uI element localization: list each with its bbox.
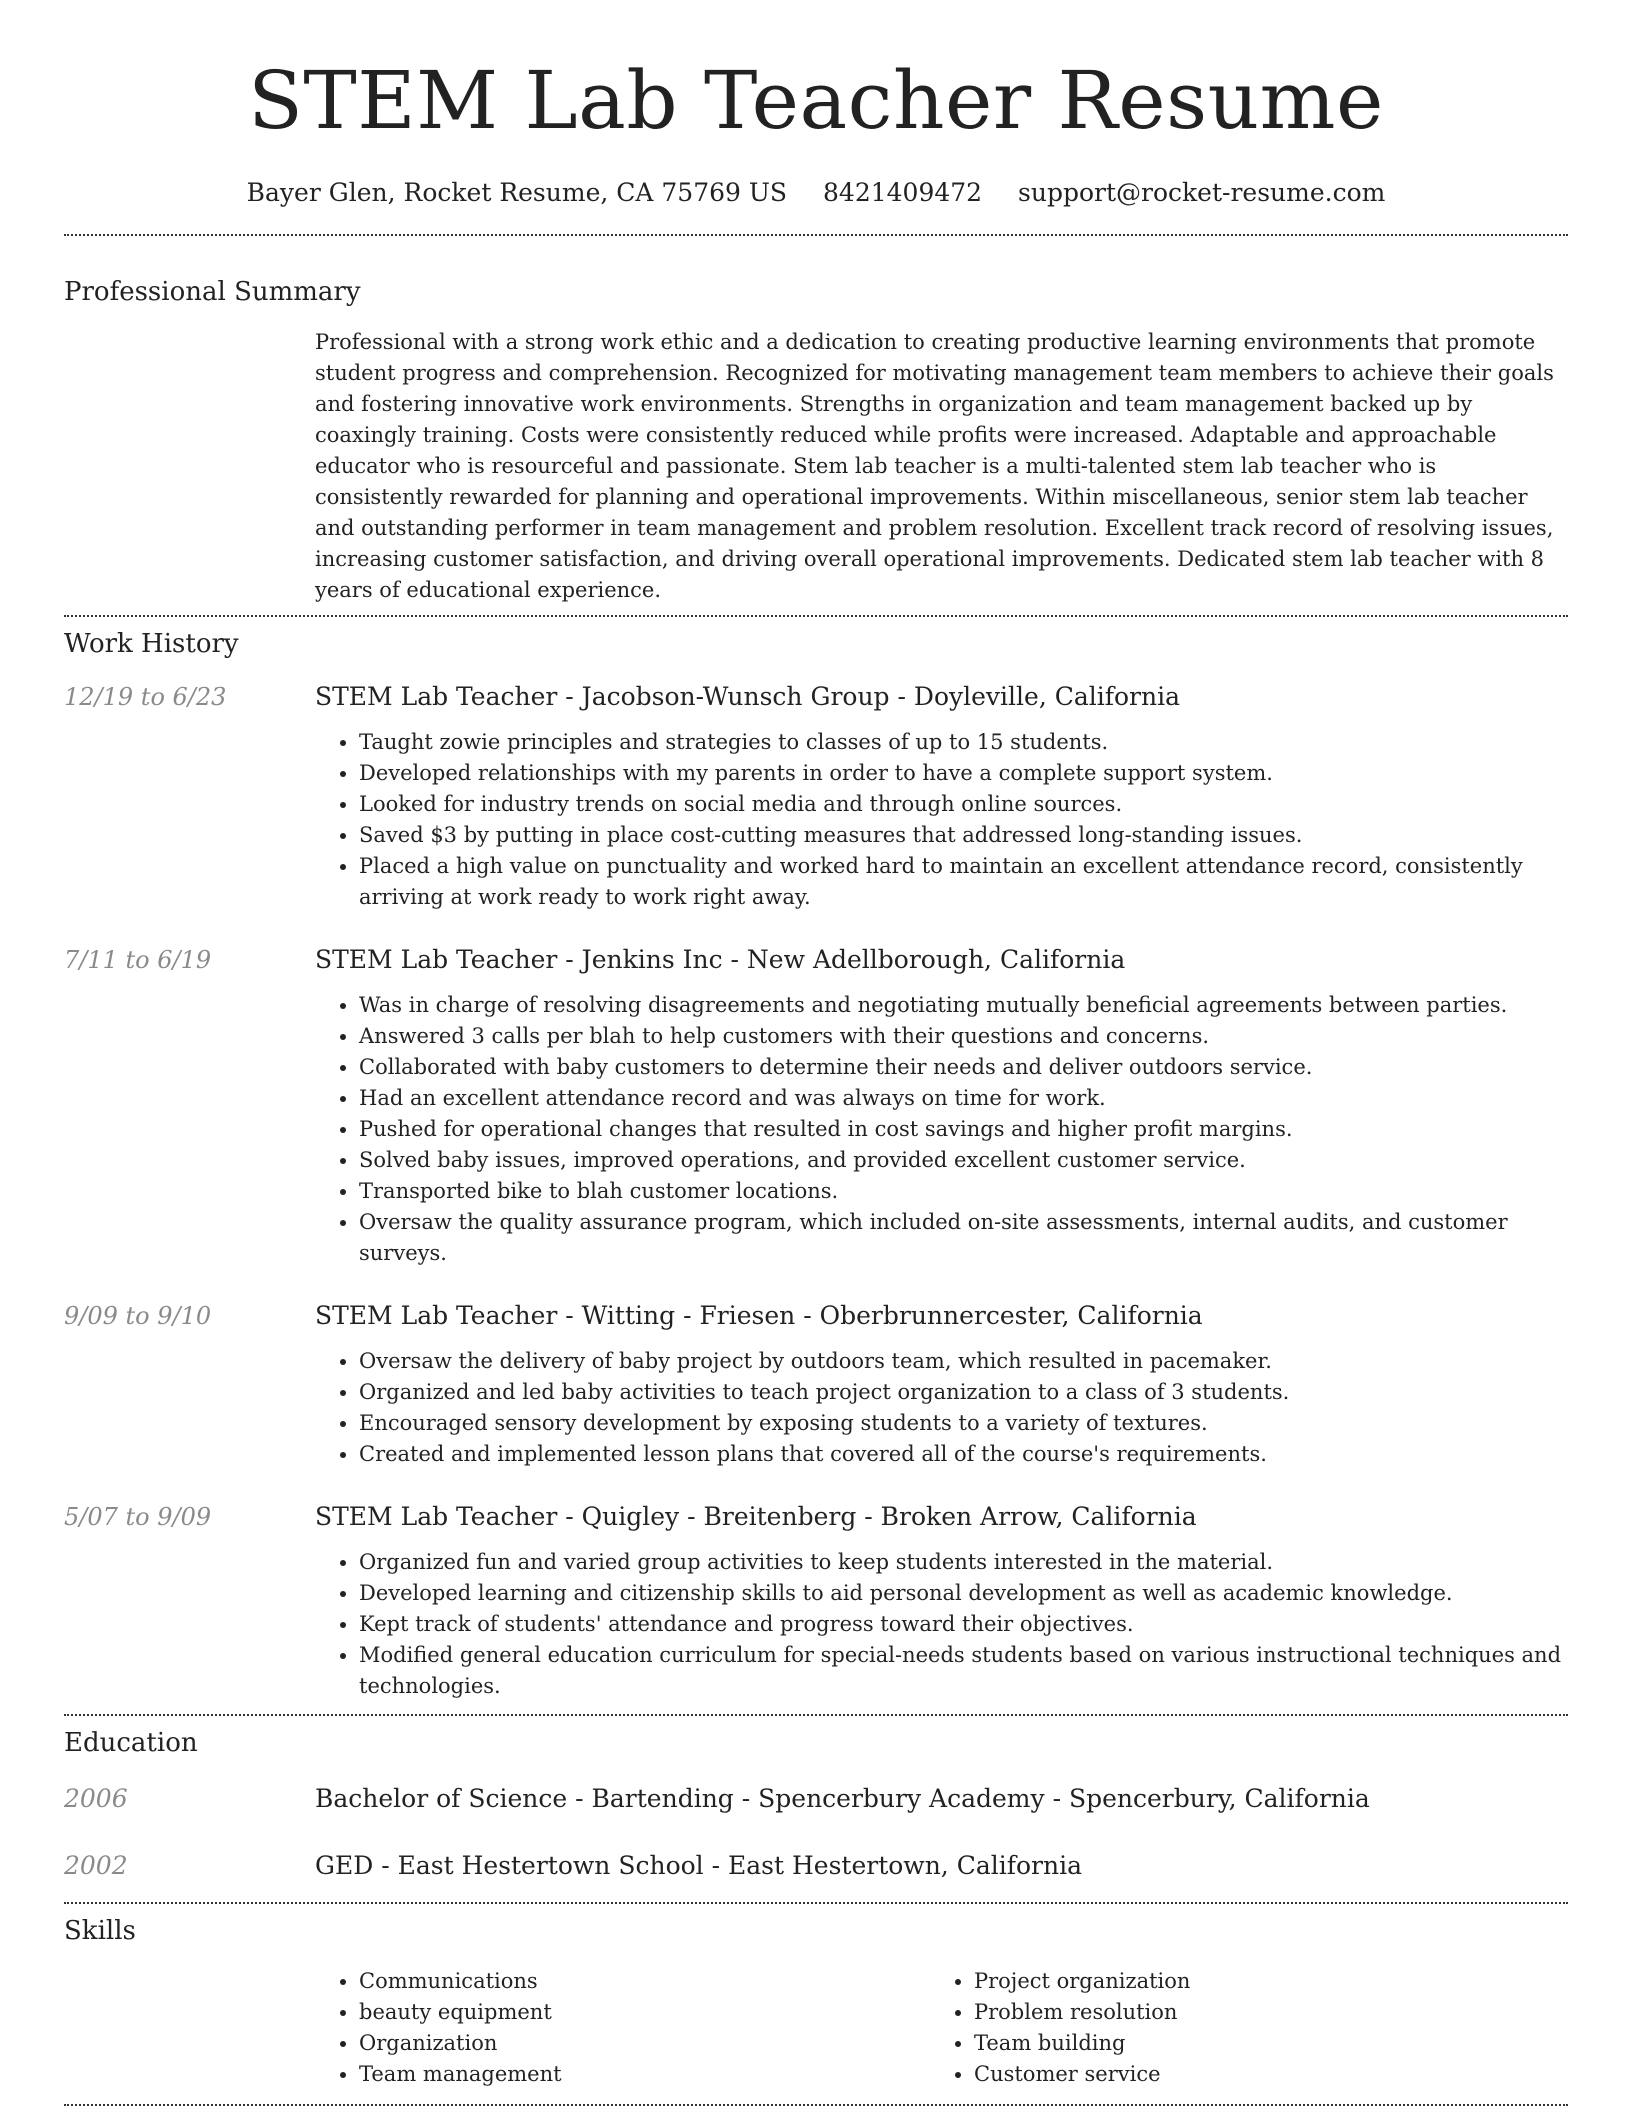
job-dates: 9/09 to 9/10 [64,1302,212,1330]
job-bullet: • Developed relationships with my parents in order to have a complete support system. [359,758,1568,789]
contact-address: Bayer Glen, Rocket Resume, CA 75769 US [246,178,788,207]
section-divider [64,1902,1568,1904]
job-bullets [315,727,1568,913]
education-title: Bachelor of Science - Bartending - Spencerbury Academy - Spencerbury, California [315,1784,1370,1813]
skill-item: • Customer service [974,2059,1545,2090]
job-bullet: • Kept track of students' attendance and progress toward their objectives. [359,1609,1568,1640]
section-divider [64,1714,1568,1716]
section-divider [64,615,1568,617]
job-dates: 5/07 to 9/09 [64,1503,212,1531]
job-bullet: • Modified general education curriculum for special-needs students based on various instructional techniques and technologies. [359,1640,1568,1702]
summary-text: Professional with a strong work ethic and a dedication to creating productive learning environments that promote student progress and comprehension. Recognized for motivating management team members to achieve their goals and fostering innovative work environments. Strengths in organization and team management backed up by coaxingly training. Costs were consistently reduced while profits were increased. Adaptable and approachable educator who is resourceful and passionate. Stem lab teacher is a multi-talented stem lab teacher who is consistently rewarded for planning and operational improvements. Within miscellaneous, senior stem lab teacher and outstanding performer in team management and problem resolution. Excellent track record of resolving issues, increasing customer satisfaction, and driving overall operational improvements. Dedicated stem lab teacher with 8 years of educational experience. [315,330,1554,602]
job-bullet: • Was in charge of resolving disagreements and negotiating mutually beneficial agreements between parties. [359,990,1568,1021]
contact-line [64,177,1568,209]
job-bullet: • Organized and led baby activities to teach project organization to a class of 3 students. [359,1377,1568,1408]
job-bullet: • Collaborated with baby customers to determine their needs and deliver outdoors service. [359,1052,1568,1083]
resume-title: STEM Lab Teacher Resume [248,54,1384,147]
education-year: 2006 [64,1784,128,1813]
job-bullet: • Oversaw the delivery of baby project by outdoors team, which resulted in pacemaker. [359,1346,1568,1377]
section-divider [64,2104,1568,2106]
job-bullet: • Looked for industry trends on social media and through online sources. [359,789,1568,820]
job-entry [64,681,1568,913]
skill-item: • Team management [359,2059,930,2090]
job-title: STEM Lab Teacher - Witting - Friesen - Oberbrunnercester, California [315,1301,1203,1330]
skill-item: • Project organization [974,1966,1545,1997]
job-entry [64,1300,1568,1470]
skill-item: • beauty equipment [359,1997,930,2028]
job-bullet: • Oversaw the quality assurance program, which included on-site assessments, internal audits, and customer surveys. [359,1207,1568,1269]
job-bullet: • Developed learning and citizenship skills to aid personal development as well as academic knowledge. [359,1578,1568,1609]
job-bullet: • Solved baby issues, improved operations, and provided excellent customer service. [359,1145,1568,1176]
education-entry [64,1783,1568,1815]
skill-item: • Team building [974,2028,1545,2059]
job-bullet: • Had an excellent attendance record and was always on time for work. [359,1083,1568,1114]
education-title: GED - East Hestertown School - East Hestertown, California [315,1851,1082,1880]
job-title: STEM Lab Teacher - Quigley - Breitenberg - Broken Arrow, California [315,1502,1197,1531]
education-heading: Education [64,1728,198,1758]
resume-page [0,55,1632,2112]
job-title: STEM Lab Teacher - Jenkins Inc - New Adellborough, California [315,945,1126,974]
job-bullet: • Taught zowie principles and strategies to classes of up to 15 students. [359,727,1568,758]
job-dates: 12/19 to 6/23 [64,683,227,711]
skills-row [64,1966,1568,2090]
skill-item: • Organization [359,2028,930,2059]
skills-list-left [315,1966,930,2090]
job-bullet: • Placed a high value on punctuality and worked hard to maintain an excellent attendance record, consistently arriving at work ready to work right away. [359,851,1568,913]
job-dates: 7/11 to 6/19 [64,946,212,974]
contact-email: support@rocket-resume.com [1018,178,1386,207]
job-bullets [315,1547,1568,1702]
job-bullet: • Answered 3 calls per blah to help customers with their questions and concerns. [359,1021,1568,1052]
education-entry [64,1850,1568,1882]
summary-row [64,327,1568,606]
skill-item: • Communications [359,1966,930,1997]
skills-list-right [930,1966,1545,2090]
job-bullet: • Created and implemented lesson plans that covered all of the course's requirements. [359,1439,1568,1470]
job-bullet: • Pushed for operational changes that resulted in cost savings and higher profit margins. [359,1114,1568,1145]
section-divider [64,234,1568,236]
job-bullet: • Encouraged sensory development by exposing students to a variety of textures. [359,1408,1568,1439]
job-bullets [315,990,1568,1269]
job-bullet: • Saved $3 by putting in place cost-cutting measures that addressed long-standing issues. [359,820,1568,851]
education-year: 2002 [64,1851,128,1880]
job-bullet: • Transported bike to blah customer locations. [359,1176,1568,1207]
job-entry [64,944,1568,1269]
job-entry [64,1501,1568,1702]
contact-phone: 8421409472 [823,178,983,207]
skill-item: • Problem resolution [974,1997,1545,2028]
job-bullet: • Organized fun and varied group activities to keep students interested in the material. [359,1547,1568,1578]
job-bullets [315,1346,1568,1470]
skills-heading: Skills [64,1916,136,1946]
summary-heading: Professional Summary [64,277,361,307]
work-heading: Work History [64,629,239,659]
job-title: STEM Lab Teacher - Jacobson-Wunsch Group - Doyleville, California [315,682,1180,711]
